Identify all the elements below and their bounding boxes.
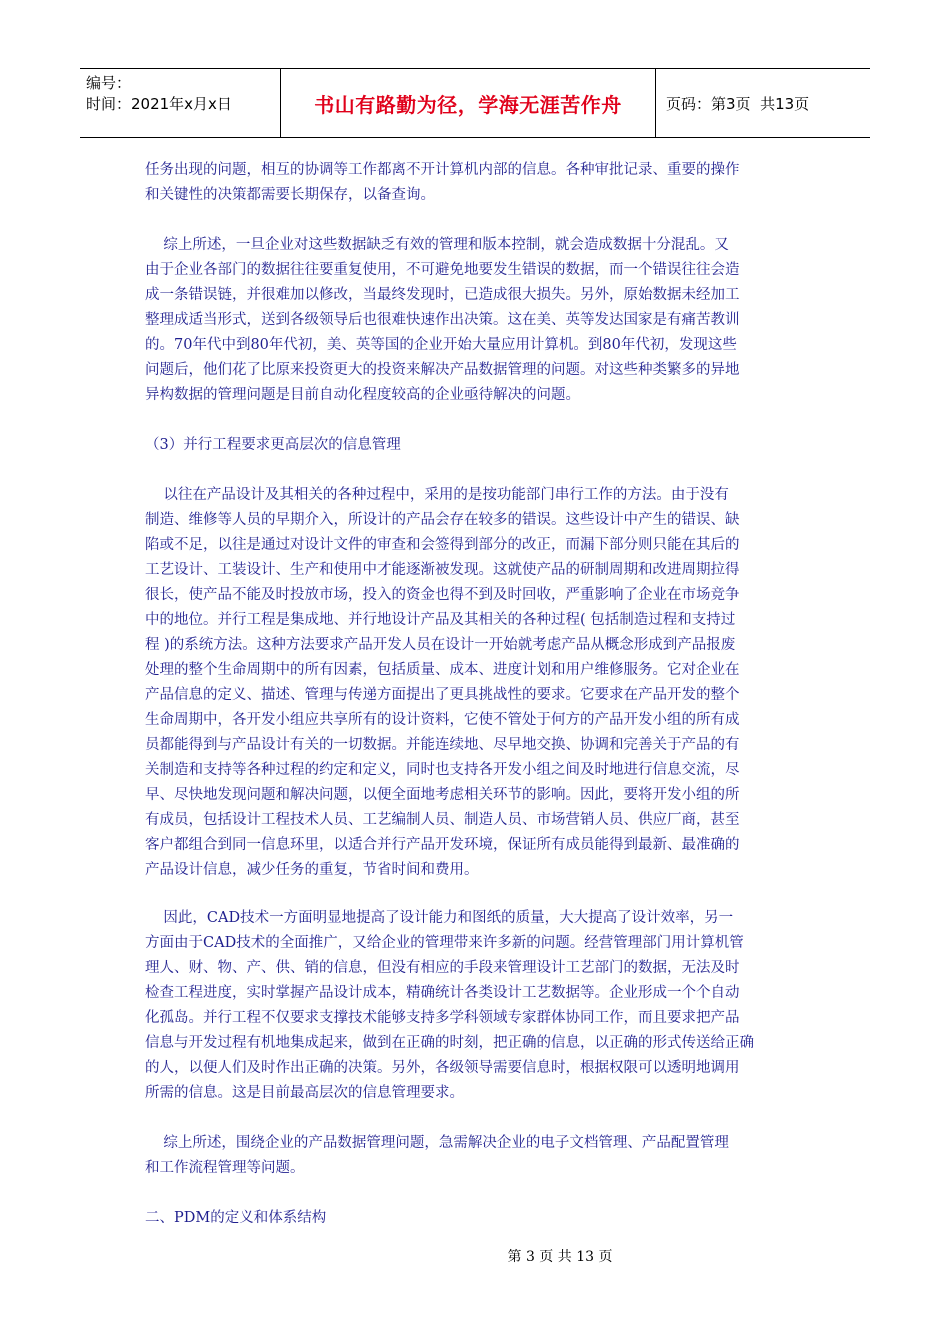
text-line: 综上所述，围绕企业的产品数据管理问题，急需解决企业的电子文档管理、产品配置管理 (145, 1135, 729, 1151)
section-heading (145, 433, 800, 458)
text-line: 客户都组合到同一信息环里，以适合并行产品开发环境，保证所有成员能得到最新、最准确的 (145, 837, 740, 853)
text-line: 综上所述，一旦企业对这些数据缺乏有效的管理和版本控制，就会造成数据十分混乱。又 (145, 237, 729, 253)
text-line: 中的地位。并行工程是集成地、并行地设计产品及其相关的各种过程( 包括制造过程和支持过 (145, 612, 736, 628)
text-line: 关制造和支持等各种过程的约定和定义，同时也支持各开发小组之间及时地进行信息交流，尽 (145, 762, 740, 778)
text-line: 方面由于CAD技术的全面推广，又给企业的管理带来许多新的问题。经营管理部门用计算机管 (145, 935, 744, 951)
document-date-label: 时间：2021年x月x日 (86, 95, 232, 113)
text-line: 产品设计信息，减少任务的重复，节省时间和费用。 (145, 862, 479, 878)
section-heading (145, 1206, 800, 1231)
header-motto: 书山有路勤为径，学海无涯苦作舟 (280, 69, 656, 137)
paragraph (145, 483, 800, 883)
text-line: 任务出现的问题，相互的协调等工作都离不开计算机内部的信息。各种审批记录、重要的操作 (145, 162, 740, 178)
page-header (80, 68, 870, 138)
text-line: 很长，使产品不能及时投放市场，投入的资金也得不到及时回收，严重影响了企业在市场竞争 (145, 587, 740, 603)
text-line: 工艺设计、工装设计、生产和使用中才能逐渐被发现。这就使产品的研制周期和改进周期拉得 (145, 562, 740, 578)
text-line: 所需的信息。这是目前最高层次的信息管理要求。 (145, 1085, 464, 1101)
header-page-info: 页码：第3页 共13页 (666, 94, 810, 113)
paragraph (145, 906, 800, 1106)
text-line: 产品信息的定义、描述、管理与传递方面提出了更具挑战性的要求。它要求在产品开发的整个 (145, 687, 740, 703)
text-line: 生命周期中，各开发小组应共享所有的设计资料，它使不管处于何方的产品开发小组的所有成 (145, 712, 740, 728)
text-line: 异构数据的管理问题是目前自动化程度较高的企业亟待解决的问题。 (145, 387, 580, 403)
text-line: 信息与开发过程有机地集成起来，做到在正确的时刻，把正确的信息，以正确的形式传送给正确 (145, 1035, 754, 1051)
text-line: 的人，以便人们及时作出正确的决策。另外，各级领导需要信息时，根据权限可以透明地调用 (145, 1060, 740, 1076)
text-line: 二、PDM的定义和体系结构 (145, 1210, 327, 1226)
header-left-cell (80, 69, 280, 137)
text-line: 以往在产品设计及其相关的各种过程中，采用的是按功能部门串行工作的方法。由于没有 (145, 487, 729, 503)
document-number-label: 编号： (86, 74, 132, 92)
text-line: 处理的整个生命周期中的所有因素，包括质量、成本、进度计划和用户维修服务。它对企业在 (145, 662, 740, 678)
text-line: 的。70年代中到80年代初，美、英等国的企业开始大量应用计算机。到80年代初，发现这些 (145, 337, 737, 353)
text-line: 问题后，他们花了比原来投资更大的投资来解决产品数据管理的问题。对这些种类繁多的异地 (145, 362, 740, 378)
paragraph (145, 158, 800, 208)
text-line: 由于企业各部门的数据往往要重复使用，不可避免地要发生错误的数据，而一个错误往往会造 (145, 262, 740, 278)
text-line: 因此，CAD技术一方面明显地提高了设计能力和图纸的质量，大大提高了设计效率，另一 (145, 910, 734, 926)
text-line: 和关键性的决策都需要长期保存，以备查询。 (145, 187, 435, 203)
text-line: 制造、维修等人员的早期介入，所设计的产品会存在较多的错误。这些设计中产生的错误、缺 (145, 512, 740, 528)
paragraph (145, 233, 800, 408)
text-line: （3）并行工程要求更高层次的信息管理 (145, 437, 401, 453)
text-line: 陷或不足，以往是通过对设计文件的审查和会签得到部分的改正，而漏下部分则只能在其后的 (145, 537, 740, 553)
text-line: 整理成适当形式，送到各级领导后也很难快速作出决策。这在美、英等发达国家是有痛苦教训 (145, 312, 740, 328)
text-line: 成一条错误链，并很难加以修改，当最终发现时，已造成很大损失。另外，原始数据未经加工 (145, 287, 740, 303)
text-line: 化孤岛。并行工程不仅要求支撑技术能够支持多学科领域专家群体协同工作，而且要求把产品 (145, 1010, 740, 1026)
text-line: 检查工程进度，实时掌握产品设计成本，精确统计各类设计工艺数据等。企业形成一个个自动 (145, 985, 740, 1001)
text-line: 程 )的系统方法。这种方法要求产品开发人员在设计一开始就考虑产品从概念形成到产品报废 (145, 637, 736, 653)
text-line: 有成员，包括设计工程技术人员、工艺编制人员、制造人员、市场营销人员、供应厂商，甚至 (145, 812, 740, 828)
paragraph (145, 1131, 800, 1181)
text-line: 早、尽快地发现问题和解决问题，以便全面地考虑相关环节的影响。因此，要将开发小组的所 (145, 787, 740, 803)
text-line: 理人、财、物、产、供、销的信息，但没有相应的手段来管理设计工艺部门的数据，无法及时 (145, 960, 740, 976)
page-footer: 第 3 页 共 13 页 (507, 1249, 613, 1265)
text-line: 员都能得到与产品设计有关的一切数据。并能连续地、尽早地交换、协调和完善关于产品的有 (145, 737, 740, 753)
text-line: 和工作流程管理等问题。 (145, 1160, 305, 1176)
